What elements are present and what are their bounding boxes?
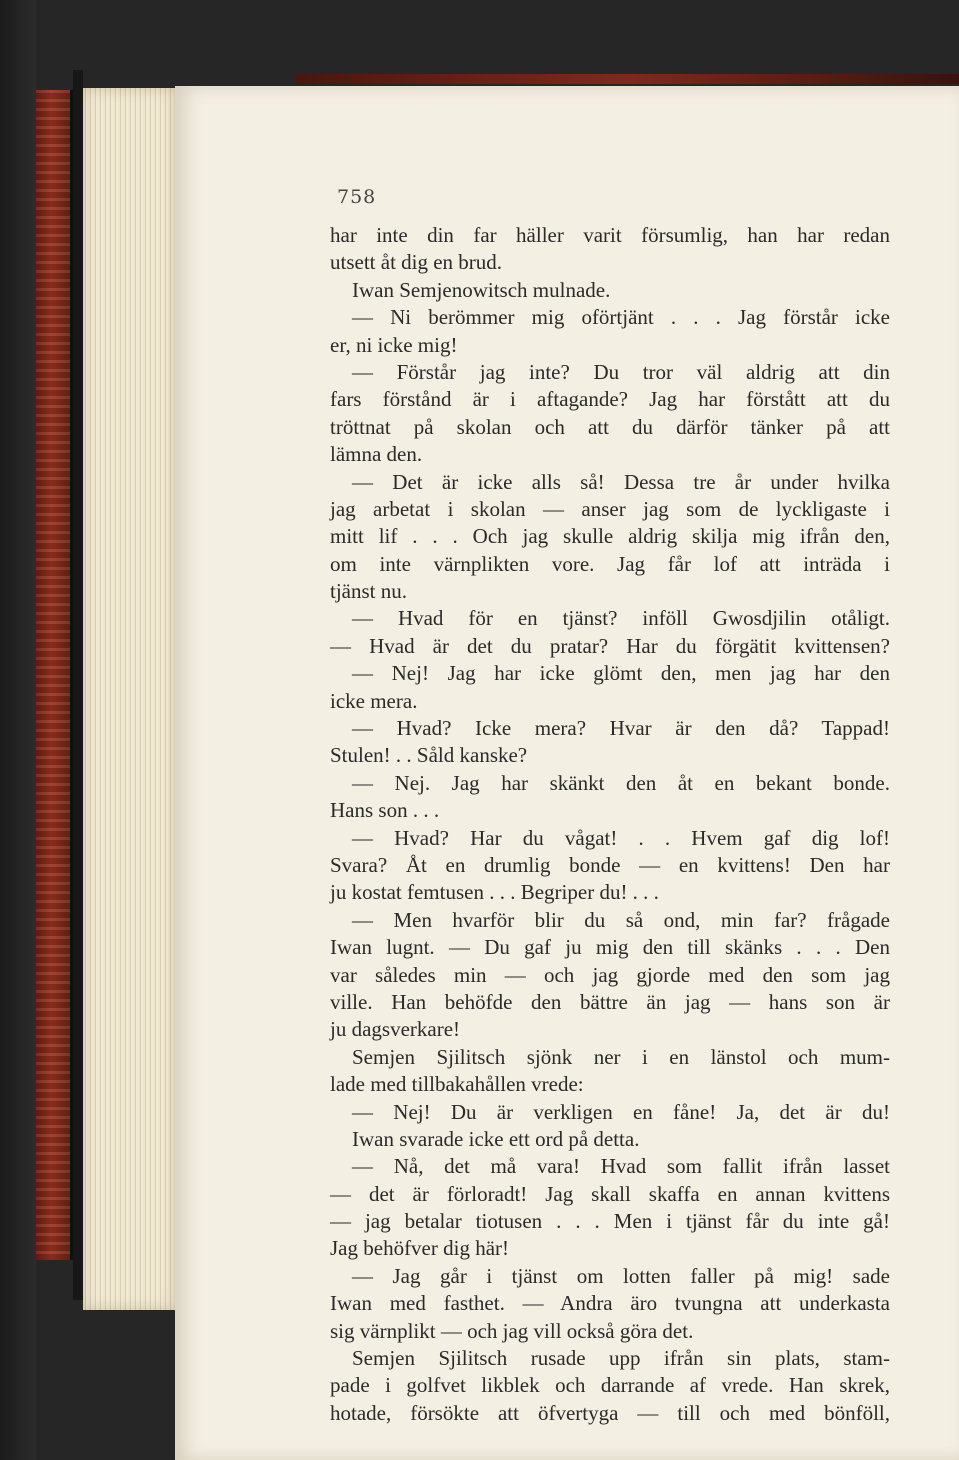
- book-binding-red: [36, 90, 73, 1260]
- text-line: — Nej. Jag har skänkt den åt en bekant bonde.: [352, 770, 890, 795]
- text-line: — Hvad? Har du vågat! . . Hvem gaf dig lof!: [352, 825, 890, 850]
- text-line: icke mera.: [330, 688, 418, 713]
- text-line: — Nej! Jag har icke glömt den, men jag har den: [352, 661, 890, 686]
- text-line: Iwan med fasthet. — Andra äro tvungna att underkasta: [330, 1291, 890, 1316]
- text-line: — Förstår jag inte? Du tror väl aldrig att din: [352, 359, 890, 384]
- text-line: ville. Han behöfde den bättre än jag — hans son är: [330, 989, 890, 1014]
- text-line: jag arbetat i skolan — anser jag som de lyckligaste i: [330, 496, 890, 521]
- text-line: Hans son . . .: [330, 798, 440, 823]
- text-line: Stulen! . . Såld kanske?: [330, 743, 528, 768]
- text-line: om inte värnplikten vore. Jag får lof att inträda i: [330, 551, 890, 576]
- text-line: Semjen Sjilitsch rusade upp ifrån sin plats, stam-: [352, 1346, 890, 1371]
- text-line: — Nå, det må vara! Hvad som fallit ifrån lasset: [352, 1154, 890, 1179]
- text-line: — Nej! Du är verkligen en fåne! Ja, det är du!: [352, 1099, 890, 1124]
- text-line: — jag betalar tiotusen . . . Men i tjänst får du inte gå!: [330, 1209, 890, 1234]
- text-line: hotade, försökte att öfvertyga — till och med bönföll,: [330, 1400, 890, 1425]
- text-line: tjänst nu.: [330, 579, 407, 604]
- text-line: — Hvad? Icke mera? Hvar är den då? Tappad!: [352, 716, 890, 741]
- text-line: Semjen Sjilitsch sjönk ner i en länstol och mum-: [352, 1044, 890, 1069]
- text-line: lade med tillbakahållen vrede:: [330, 1072, 584, 1097]
- book-cover-edge: [0, 0, 36, 1460]
- text-line: utsett åt dig en brud.: [330, 250, 503, 275]
- text-line: Iwan Semjenowitsch mulnade.: [352, 277, 611, 302]
- page-edges: [83, 88, 175, 1310]
- book-page: [175, 86, 959, 1460]
- text-line: var således min — och jag gjorde med den som jag: [330, 962, 890, 987]
- text-line: — Men hvarför blir du så ond, min far? frågade: [352, 907, 890, 932]
- text-line: mitt lif . . . Och jag skulle aldrig skilja mig ifrån den,: [330, 524, 890, 549]
- book-spine: [73, 70, 83, 1300]
- text-line: pade i golfvet likblek och darrande af vrede. Han skrek,: [330, 1373, 890, 1398]
- text-line: sig värnplikt — och jag vill också göra det.: [330, 1318, 694, 1343]
- page-text: [330, 222, 890, 1427]
- text-line: — Ni berömmer mig oförtjänt . . . Jag förstår icke: [352, 305, 890, 330]
- page-number: 758: [337, 186, 377, 208]
- text-line: Iwan svarade icke ett ord på detta.: [352, 1126, 640, 1151]
- text-line: fars förstånd är i aftagande? Jag har förstått att du: [330, 387, 890, 412]
- text-line: — Hvad för en tjänst? inföll Gwosdjilin otåligt.: [352, 606, 890, 631]
- book-top-band: [295, 74, 959, 84]
- text-line: lämna den.: [330, 442, 423, 467]
- text-line: tröttnat på skolan och att du därför tänker på att: [330, 414, 890, 439]
- text-line: ju kostat femtusen . . . Begriper du! . . .: [330, 880, 659, 905]
- text-line: — Hvad är det du pratar? Har du förgätit kvittensen?: [330, 633, 890, 658]
- text-line: Iwan lugnt. — Du gaf ju mig den till skänks . . . Den: [330, 935, 890, 960]
- text-line: Jag behöfver dig här!: [330, 1236, 510, 1261]
- text-line: ju dagsverkare!: [330, 1017, 461, 1042]
- text-line: — Jag går i tjänst om lotten faller på mig! sade: [352, 1263, 890, 1288]
- text-line: Svara? Åt en drumlig bonde — en kvittens! Den har: [330, 852, 890, 877]
- text-line: — Det är icke alls så! Dessa tre år under hvilka: [352, 469, 890, 494]
- text-line: har inte din far häller varit försumlig, han har redan: [330, 223, 890, 247]
- text-line: er, ni icke mig!: [330, 332, 458, 357]
- text-line: — det är förloradt! Jag skall skaffa en annan kvittens: [330, 1181, 890, 1206]
